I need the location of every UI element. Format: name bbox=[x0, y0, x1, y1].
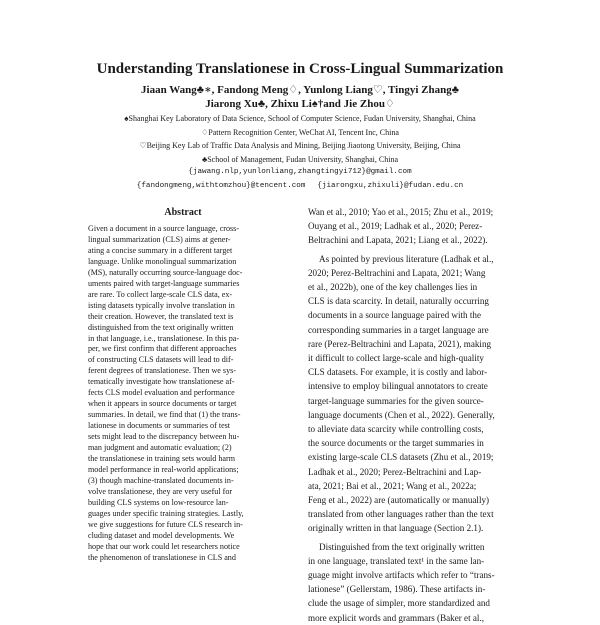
text-line: we give suggestions for future CLS research in- bbox=[88, 519, 243, 529]
text-line: when it appears in source documents or target bbox=[88, 399, 237, 409]
intro-paragraph-2 bbox=[308, 252, 530, 536]
abstract-body bbox=[88, 224, 278, 564]
text-line: lationese” (Gellerstam, 1986). These artifacts in- bbox=[308, 584, 486, 595]
text-line: documents in a source language paired with the bbox=[308, 310, 481, 321]
text-line: guages under specific training strategies. Lastly, bbox=[88, 508, 244, 518]
text-line: rare (Perez-Beltrachini and Lapata, 2021), making bbox=[308, 338, 492, 349]
text-line: their creation. However, the translated text is bbox=[88, 311, 234, 321]
text-line: intensive to employ bilingual annotators to create bbox=[308, 381, 488, 392]
text-line: originally written in that language (Section 2.1). bbox=[308, 523, 484, 534]
text-line: summaries. In detail, we find that (1) the trans- bbox=[88, 410, 241, 420]
text-line: cluding dataset and model developments. We bbox=[88, 530, 235, 540]
text-line: sets might lead to the discrepancy between hu- bbox=[88, 432, 240, 442]
text-line: per, we first confirm that different approaches bbox=[88, 344, 237, 354]
text-line: the translationese in training sets would harm bbox=[88, 454, 236, 464]
email-line-2 bbox=[0, 180, 600, 194]
text-line: ferent degrees of translationese. Then we sys- bbox=[88, 366, 236, 376]
text-line: language documents (Chen et al., 2022). Generally, bbox=[308, 409, 495, 420]
text-line: translated from other languages rather than the text bbox=[308, 509, 494, 520]
text-line: isting datasets typically involve translation in bbox=[88, 300, 235, 310]
text-line: hope that our work could let researchers notice bbox=[88, 541, 240, 551]
affiliation-2: ♢Pattern Recognition Center, WeChat AI, Tencent Inc, China bbox=[201, 127, 399, 137]
text-line: (3) though machine-translated documents in- bbox=[88, 475, 234, 485]
text-line: in one language, translated text¹ in the same lan- bbox=[308, 555, 485, 566]
text-line: it difficult to collect large-scale and high-quality bbox=[308, 353, 484, 364]
author-line-1: Jiaan Wang♣∗, Fandong Meng♢, Yunlong Liang♡, Tingyi Zhang♣ bbox=[141, 84, 459, 96]
text-line: corresponding summaries in a target language are bbox=[308, 324, 489, 335]
text-line: clude the usage of simpler, more standardized and bbox=[308, 598, 490, 609]
text-line: CLS datasets. For example, it is costly and labor- bbox=[308, 367, 488, 378]
text-line: CLS is data scarcity. In detail, naturally occurring bbox=[308, 296, 489, 307]
text-line: are rare. To collect large-scale CLS data, ex- bbox=[88, 289, 233, 299]
text-line: Distinguished from the text originally written bbox=[319, 541, 485, 552]
text-line: Ouyang et al., 2019; Ladhak et al., 2020; Perez- bbox=[308, 221, 483, 232]
text-line: Wan et al., 2010; Yao et al., 2015; Zhu et al., 2019; bbox=[308, 207, 494, 217]
text-line: (MS), naturally occurring source-language doc- bbox=[88, 267, 243, 277]
text-line: Feng et al., 2022) are (automatically or manually) bbox=[308, 495, 490, 506]
affiliation-1: ♠Shanghai Key Laboratory of Data Science, School of Computer Science, Fudan University, Shanghai, China bbox=[124, 114, 476, 123]
text-line: to alleviate data scarcity while controlling costs, bbox=[308, 424, 484, 435]
text-line: As pointed by previous literature (Ladhak et al., bbox=[319, 253, 494, 264]
intro-paragraph-3 bbox=[308, 540, 530, 625]
email-line-1: {jawang.nlp,yunlonliang,zhangtingyi712}@gmail.com bbox=[188, 168, 412, 176]
affiliation-list bbox=[0, 112, 600, 193]
text-line: Given a document in a source language, cross- bbox=[88, 224, 240, 233]
text-line: in that language, i.e., translationese. In this pa- bbox=[88, 333, 240, 343]
text-line: tematically investigate how translationese af- bbox=[88, 377, 235, 387]
intro-paragraph-1 bbox=[308, 205, 530, 248]
abstract-heading: Abstract bbox=[164, 207, 202, 218]
text-line: lingual summarization (CLS) aims at gener- bbox=[88, 234, 231, 244]
text-line: man judgment and automatic evaluation; (2) bbox=[88, 443, 232, 453]
text-line: 2020; Perez-Beltrachini and Lapata, 2021; Wang bbox=[308, 267, 486, 278]
intro-body bbox=[308, 205, 530, 625]
text-line: et al., 2022b), one of the key challenges lies in bbox=[308, 282, 478, 293]
text-line: ata, 2021; Bai et al., 2021; Wang et al., 2022a; bbox=[308, 480, 477, 491]
text-line: the phenomenon of translationese in CLS and bbox=[88, 552, 236, 562]
text-line: distinguished from the text originally written bbox=[88, 322, 234, 332]
text-line: Ladhak et al., 2020; Perez-Beltrachini and Lap- bbox=[308, 466, 482, 477]
text-line: Beltrachini and Lapata, 2021; Liang et al., 2022). bbox=[308, 235, 488, 246]
text-line: volve translationese, they are very useful for bbox=[88, 486, 233, 496]
author-list bbox=[0, 84, 600, 111]
text-line: the source documents or the target summaries in bbox=[308, 438, 484, 449]
text-line: existing large-scale CLS datasets (Zhu et al., 2019; bbox=[308, 452, 494, 463]
text-line: building CLS systems on low-resource lan- bbox=[88, 497, 229, 507]
text-line: fects CLS model evaluation and performance bbox=[88, 388, 235, 398]
text-line: uments paired with target-language summaries bbox=[88, 278, 240, 288]
author-line-2: Jiarong Xu♣, Zhixu Li♠†and Jie Zhou♢ bbox=[205, 97, 395, 110]
text-line: language. Unlike monolingual summarization bbox=[88, 256, 237, 266]
text-line: more explicit words and grammars (Baker et al., bbox=[308, 612, 485, 623]
text-line: of constructing CLS datasets will lead to dif- bbox=[88, 355, 234, 365]
text-line: target-language summaries for the given source- bbox=[308, 395, 484, 406]
affiliation-3: ♡Beijing Key Lab of Traffic Data Analysis and Mining, Beijing Jiaotong University, Beijing, China bbox=[139, 141, 461, 150]
paper-title: Understanding Translationese in Cross-Lingual Summarization bbox=[96, 61, 504, 77]
text-line: ating a concise summary in a different target bbox=[88, 245, 233, 255]
text-line: lationese in documents or summaries of test bbox=[88, 421, 231, 431]
text-line: model performance in real-world applications; bbox=[88, 464, 239, 474]
text-line: guage might involve artifacts which refer to “trans- bbox=[308, 570, 495, 581]
affiliation-4: ♣School of Management, Fudan University, Shanghai, China bbox=[201, 154, 399, 164]
email-fudan: {jiarongxu,zhixuli}@fudan.edu.cn bbox=[317, 181, 464, 190]
email-tencent: {fandongmeng,withtomzhou}@tencent.com bbox=[136, 181, 306, 190]
